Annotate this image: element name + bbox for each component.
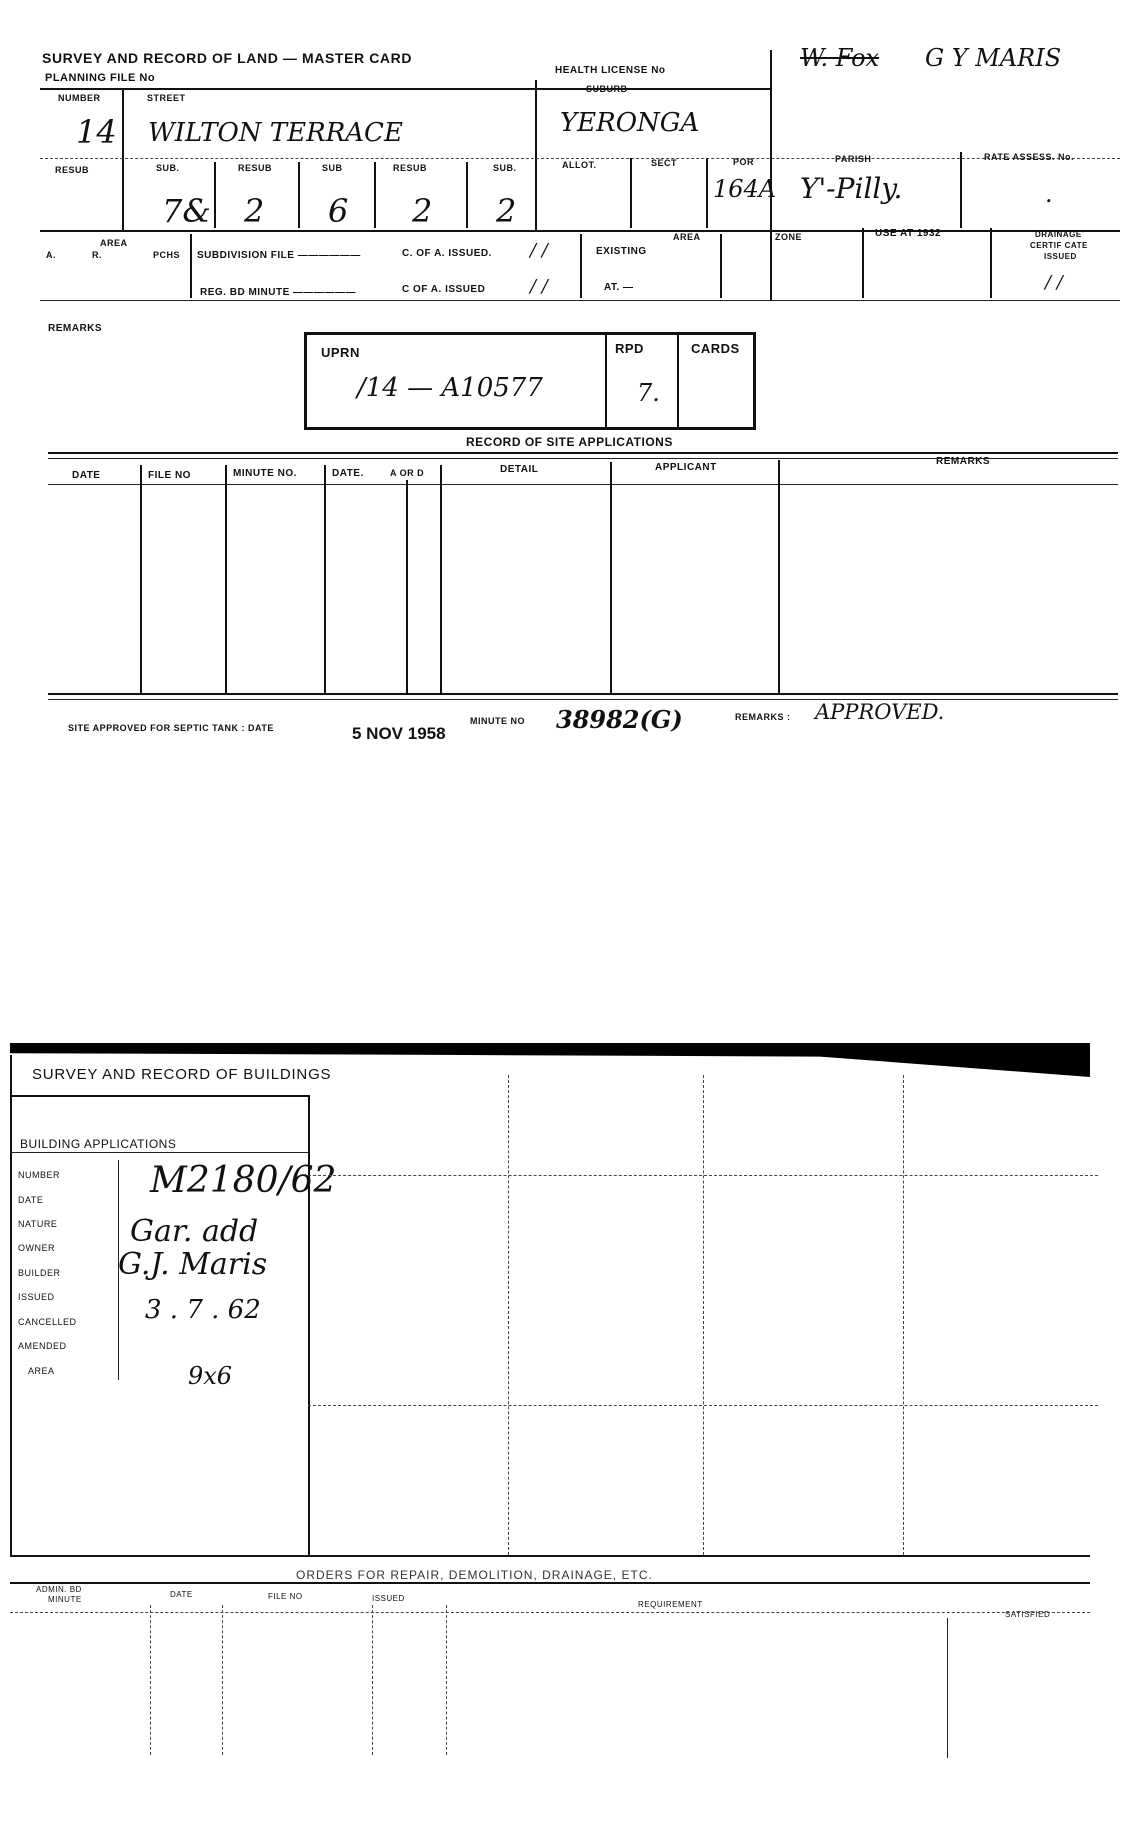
orders-col-4 (446, 1605, 447, 1755)
building-nature-value: Gar. add (130, 1214, 259, 1249)
sect-label: SECT (651, 158, 678, 168)
sub-col-2 (298, 162, 300, 228)
col-applicant: APPLICANT (655, 462, 717, 473)
sub-col-3 (374, 162, 376, 228)
orders-col-3 (372, 1605, 373, 1755)
use-col (862, 228, 864, 298)
grid-col-2 (703, 1075, 704, 1555)
a-label: A. (46, 250, 56, 260)
col-admin: ADMIN. BD (36, 1585, 82, 1594)
area-label: AREA (100, 238, 128, 248)
field-cancelled: CANCELLED (18, 1317, 77, 1327)
field-area: AREA (28, 1366, 55, 1376)
health-license-label: HEALTH LICENSE No (555, 65, 666, 76)
uprn-label: UPRN (321, 345, 360, 360)
building-apps-rule (10, 1152, 308, 1153)
site-apps-header-bottom (48, 484, 1118, 485)
sect-col (706, 158, 708, 228)
field-issued: ISSUED (18, 1292, 55, 1302)
number-divider (122, 90, 124, 230)
owner-struck: W. Fox (800, 44, 880, 72)
building-apps-label: BUILDING APPLICATIONS (20, 1137, 177, 1151)
buildings-title-rule (10, 1095, 310, 1097)
col-minute: MINUTE (48, 1595, 82, 1604)
col-a-or-d: A OR D (390, 468, 425, 478)
orders-col-5 (947, 1618, 948, 1758)
orders-rule (10, 1555, 1090, 1557)
building-owner-value: G.J. Maris (118, 1247, 268, 1282)
subdivision-file-label: SUBDIVISION FILE —————— (197, 250, 361, 261)
site-col-7 (778, 460, 780, 695)
site-col-2 (225, 465, 227, 695)
grid-row-1 (308, 1175, 1098, 1176)
orders-col-requirement: REQUIREMENT (638, 1600, 703, 1609)
site-apps-bottom-2 (48, 699, 1118, 700)
pchs-col (190, 234, 192, 298)
street-value: WILTON TERRACE (148, 118, 403, 148)
minute-no-label: MINUTE NO (470, 716, 525, 726)
orders-col-date: DATE (170, 1590, 193, 1599)
col-file-no: FILE NO (148, 470, 191, 481)
suburb-value: YERONGA (560, 108, 700, 138)
sub-value-1: 7& (162, 192, 211, 230)
site-apps-rule (48, 452, 1118, 454)
grid-col-1 (508, 1075, 509, 1555)
uprn-box (304, 332, 756, 430)
allot-label: ALLOT. (562, 160, 597, 170)
c-of-a-issued2-value: / / (530, 276, 548, 297)
orders-col-issued: ISSUED (372, 1594, 405, 1603)
c-of-a-issued2-label: C OF A. ISSUED (402, 284, 486, 295)
sub2-label: SUB (322, 163, 343, 173)
resub3-label: RESUB (393, 163, 428, 173)
sub-label: SUB. (156, 163, 180, 173)
parish-label: PARISH (835, 154, 872, 164)
drainage-label-3: ISSUED (1044, 252, 1077, 261)
por-value: 164A (713, 175, 777, 203)
building-issued-value: 3 . 7 . 62 (145, 1295, 261, 1325)
buildings-card-title: SURVEY AND RECORD OF BUILDINGS (32, 1066, 332, 1083)
rpd-value: 7. (637, 379, 660, 407)
grid-col-3 (903, 1075, 904, 1555)
uprn-divider-2 (677, 335, 679, 427)
field-builder: BUILDER (18, 1268, 61, 1278)
area2-label: AREA (673, 232, 701, 242)
parish-value: Y'-Pilly. (800, 172, 903, 205)
resub-label: RESUB (55, 165, 90, 175)
rate-assess-label: RATE ASSESS. No. (984, 152, 1075, 162)
planning-file-label: PLANNING FILE No (45, 72, 156, 84)
at-label: AT. — (604, 282, 634, 293)
col-remarks: REMARKS (936, 456, 991, 467)
r-label: R. (92, 250, 102, 260)
field-nature: NATURE (18, 1219, 58, 1229)
remarks2-label: REMARKS : (735, 712, 791, 722)
site-col-6 (610, 462, 612, 695)
building-area-value: 9x6 (188, 1362, 233, 1390)
resub2-label: RESUB (238, 163, 273, 173)
parish-col (960, 152, 962, 228)
field-number: NUMBER (18, 1170, 61, 1180)
uprn-value: /14 — A10577 (357, 373, 543, 403)
drainage-col (990, 228, 992, 298)
orders-title: ORDERS FOR REPAIR, DEMOLITION, DRAINAGE, ETC. (296, 1568, 653, 1582)
sub-value-3: 6 (328, 192, 349, 230)
col-minute-no: MINUTE NO. (233, 468, 297, 479)
cards-label: CARDS (691, 341, 740, 356)
orders-col-2 (222, 1605, 223, 1755)
header-rule (40, 88, 770, 90)
use-label: USE AT 1932 (875, 228, 942, 239)
por-label: POR (733, 157, 755, 167)
col-date2: DATE. (332, 468, 364, 479)
buildings-left-edge (10, 1055, 12, 1555)
building-number-value: M2180/62 (150, 1160, 337, 1201)
drainage-label-1: DRAINAGE (1035, 230, 1082, 239)
drainage-label-2: CERTIF CATE (1030, 241, 1088, 250)
allot-col (630, 158, 632, 228)
sub-value-4: 2 (412, 192, 433, 230)
pchs-label: PCHS (153, 250, 181, 260)
street-label: STREET (147, 93, 186, 103)
sub-row-rule (40, 158, 1120, 159)
col-detail: DETAIL (500, 464, 539, 475)
sub-col-1 (214, 162, 216, 228)
minute-no-value: 38982(G) (556, 705, 683, 734)
field-owner: OWNER (18, 1243, 55, 1253)
septic-date: 5 NOV 1958 (352, 724, 446, 743)
col-date: DATE (72, 470, 101, 481)
sub3-label: SUB. (493, 163, 517, 173)
rpd-label: RPD (615, 341, 644, 356)
sub-value-2: 2 (244, 192, 265, 230)
orders-rule-2 (10, 1582, 1090, 1584)
site-apps-title: RECORD OF SITE APPLICATIONS (466, 435, 673, 449)
site-col-1 (140, 465, 142, 695)
orders-col-file-no: FILE NO (268, 1592, 303, 1601)
number-label: NUMBER (58, 93, 101, 103)
orders-col-satisfied: SATISFIED (1005, 1610, 1051, 1619)
field-date: DATE (18, 1195, 44, 1205)
reg-bd-minute-label: REG. BD MINUTE —————— (200, 287, 357, 298)
grid-row-2 (308, 1405, 1098, 1406)
site-col-3 (324, 465, 326, 695)
site-col-4 (406, 480, 408, 695)
c-of-a-issued-value: / / (530, 240, 548, 261)
existing-label: EXISTING (596, 246, 647, 257)
number-value: 14 (76, 113, 117, 151)
site-apps-bottom (48, 693, 1118, 695)
drainage-value: / / (1045, 272, 1063, 293)
field-amended: AMENDED (18, 1341, 67, 1351)
suburb-label: SUBURB (586, 84, 628, 94)
area-row-bottom (40, 300, 1120, 301)
remarks2-value: APPROVED. (815, 700, 945, 724)
site-col-5 (440, 465, 442, 695)
owner-current: G Y MARIS (925, 44, 1062, 72)
remarks-label: REMARKS (48, 323, 103, 334)
orders-col-1 (150, 1605, 151, 1755)
zone-label: ZONE (775, 232, 803, 242)
area-row-rule (40, 230, 1120, 232)
sub-value-5: 2 (496, 192, 517, 230)
sub-col-4 (466, 162, 468, 228)
rate-value: . (1045, 180, 1053, 208)
land-card-title: SURVEY AND RECORD OF LAND — MASTER CARD (42, 50, 413, 66)
suburb-divider (535, 80, 537, 230)
zone-col (720, 234, 722, 298)
septic-label: SITE APPROVED FOR SEPTIC TANK : DATE (68, 723, 274, 733)
uprn-divider-1 (605, 335, 607, 427)
orders-header-bottom (10, 1612, 1090, 1613)
existing-col (580, 234, 582, 298)
c-of-a-issued-label: C. OF A. ISSUED. (402, 248, 492, 259)
